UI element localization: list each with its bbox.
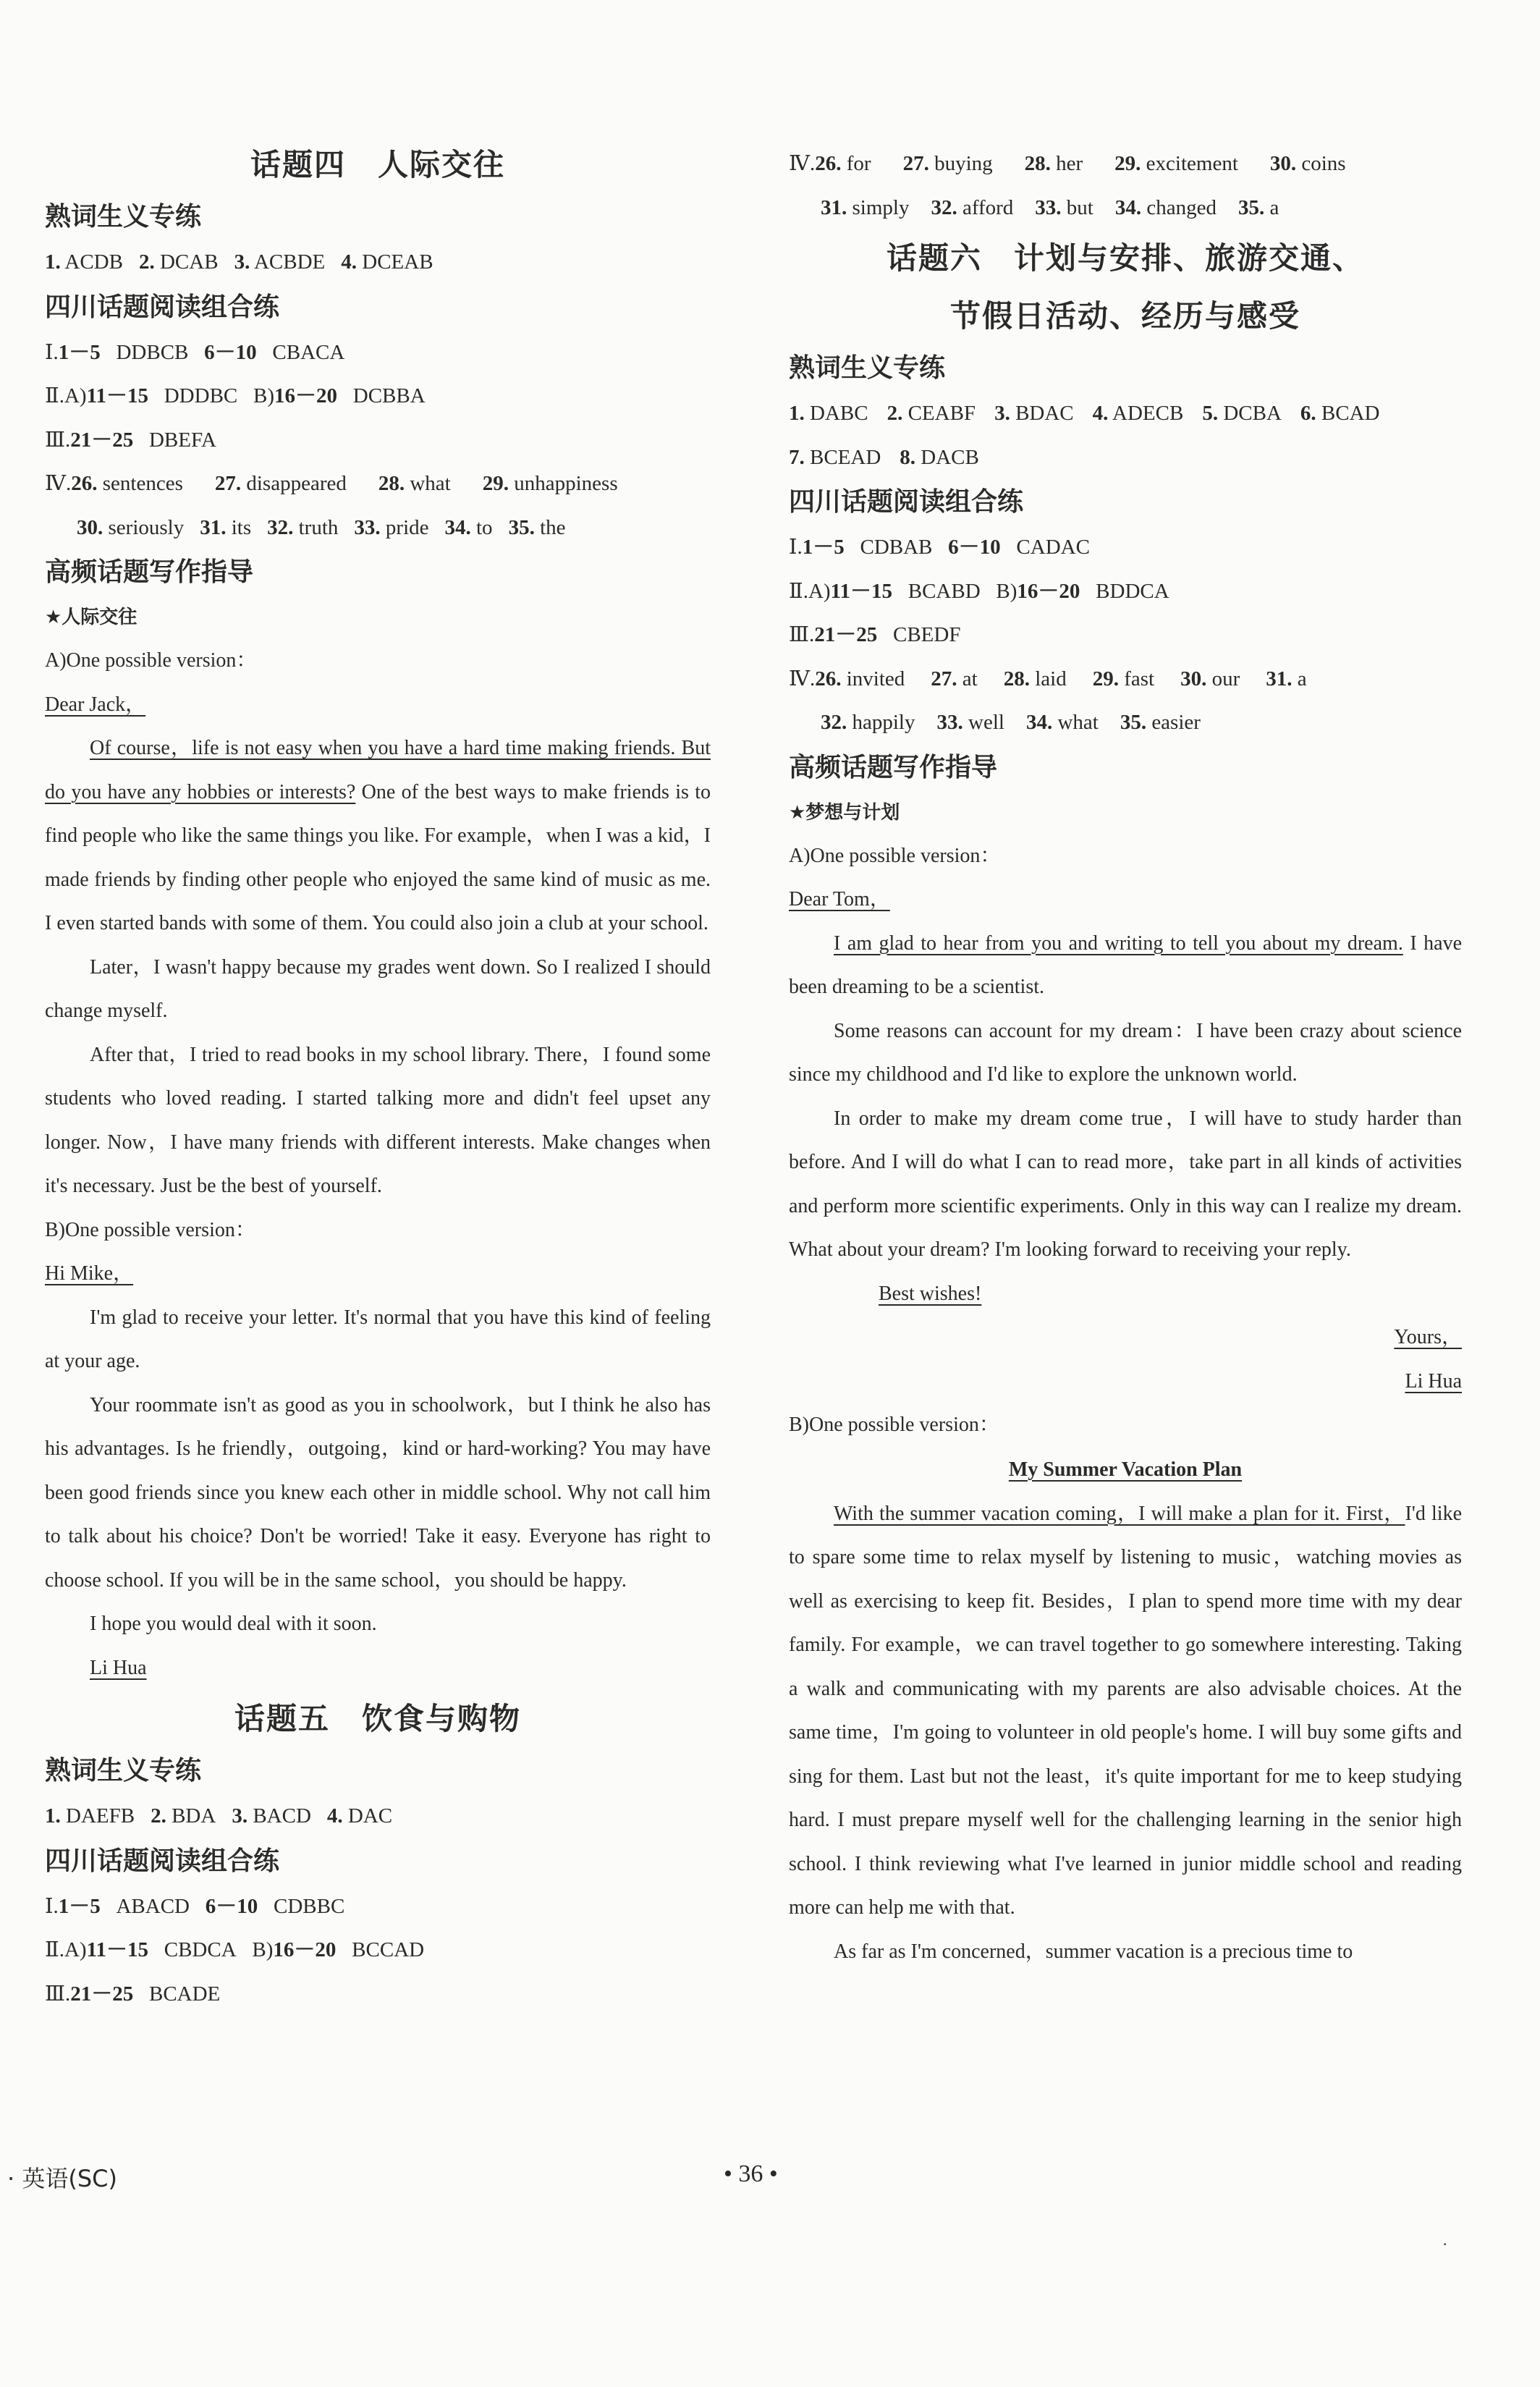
topic4-vocab-heading: 熟词生义专练 (45, 202, 202, 232)
answer-number: 29. (1092, 667, 1119, 690)
topic4-a-paragraph3: After that，I tried to read books in my school library. There，I found some students who loved reading. I started talking more and didn't feel upset any longer. Now，I have many friends with different interests. Make changes when it's necessary. Just be the best of yourself. (45, 1043, 711, 1197)
answer-value: a (1292, 667, 1307, 690)
answer-number: 32. (931, 195, 957, 219)
answer-item (903, 152, 993, 175)
answer-number: 33. (354, 515, 381, 539)
answer-number: 34. (1025, 711, 1053, 734)
topic4-a-paragraph1: Of course，life is not easy when you have a hard time making friends. But do you have any hobbies or interests? One of the best ways to make friends is to find people who like the same things you like. For example，when I was a kid，I made friends by finding other people who enjoyed the same kind of music as me. I even started bands with some of them. You could also join a club at your school. (45, 737, 711, 934)
answer-value: our (1206, 667, 1240, 690)
answer-item (378, 472, 451, 495)
topic5-vocab-answers (45, 1794, 711, 1838)
topic6-a-label: A)One possible version： (789, 844, 1001, 867)
answer-item (1120, 711, 1201, 734)
topic6-star-heading: ★梦想与计划 (789, 801, 900, 824)
answer-item (1300, 402, 1380, 425)
answer-item (1004, 667, 1067, 690)
topic4-reading-row4b (45, 506, 711, 550)
answer-item (232, 1804, 311, 1828)
answer-item (1238, 196, 1279, 219)
answer-number: 26. (71, 472, 98, 495)
topic6-vocab-row1 (789, 392, 1462, 436)
answer-item (445, 516, 493, 539)
topic4-a-label: A)One possible version： (45, 649, 257, 672)
answer-item (215, 472, 347, 495)
answer-item (1270, 152, 1346, 175)
answer-number: 33. (936, 711, 963, 734)
answer-value: BDA (166, 1804, 216, 1828)
topic6-b-label: B)One possible version： (789, 1414, 999, 1436)
topic6-reading-row2: Ⅱ.A)11－15 BCABD B)16－20 BDDCA (789, 579, 1169, 603)
answer-item (354, 516, 428, 539)
answer-value: but (1061, 195, 1093, 219)
answer-value: laid (1029, 667, 1067, 690)
answer-value: BACD (248, 1804, 311, 1828)
answer-number: 28. (1003, 667, 1030, 690)
answer-number: 30. (77, 515, 103, 539)
answer-item (509, 516, 566, 539)
answer-value: buying (928, 152, 993, 175)
answer-item (71, 472, 183, 495)
answer-item (1026, 711, 1099, 734)
answer-number: 30. (1180, 667, 1207, 690)
answer-number: 26. (815, 667, 842, 690)
topic4-b-signature: Li Hua (90, 1656, 147, 1679)
answer-number: 6. (1300, 402, 1316, 425)
answer-value: changed (1141, 195, 1217, 219)
answer-value: ACDB (60, 250, 123, 274)
topic4-reading-heading: 四川话题阅读组合练 (45, 292, 280, 322)
answer-item (77, 516, 184, 539)
topic6-writing-heading: 高频话题写作指导 (789, 752, 998, 782)
answer-value: DAEFB (60, 1804, 135, 1828)
answer-number: 1. (45, 250, 61, 274)
answer-item (1025, 152, 1083, 175)
answer-item (45, 250, 123, 274)
topic6-a-yours: Yours， (1394, 1326, 1462, 1348)
answer-value: DACB (915, 445, 979, 469)
answer-value: a (1264, 195, 1279, 219)
topic6-title-line1: 话题六 计划与安排、旅游交通、 (886, 240, 1364, 276)
answer-item (1115, 196, 1217, 219)
topic4-reading-row2: Ⅱ.A)11－15 DDDBC B)16－20 DCBBA (45, 384, 426, 407)
topic5-reading-row1: Ⅰ.1－5 ABACD 6－10 CDBBC (45, 1894, 345, 1918)
answer-value: the (534, 515, 566, 539)
answer-number: 31. (200, 515, 227, 539)
answer-number: 28. (378, 472, 405, 495)
answer-item (789, 446, 881, 469)
topic6-b-paragraph1: With the summer vacation coming，I will make a plan for it. First，I'd like to spare some time to relax myself by listening to music，watching movies as well as exercising to keep fit. Besides，I plan to spend more time with my dear family. For example，we can travel together to go somewhere interesting. Taking a walk and communicating with my parents are also advisable choices. At the same time，I'm going to volunteer in old people's home. I will buy some gifts and sing for them. Last but not the least，it's quite important for me to keep studying hard. I must prepare myself well for the challenging learning in the senior high school. I think reviewing what I've learned in junior middle school and reading more can help me with that. (789, 1502, 1462, 1919)
topic5-reading-row4a: Ⅳ.26. for 27. buying 28. her 29. excitement 30. coins (789, 152, 1346, 175)
answer-item (815, 152, 871, 175)
topic4-reading-row4a: Ⅳ.26. sentences 27. disappeared 28. what 29. unhappiness (45, 472, 618, 495)
answer-value: DABC (804, 402, 868, 425)
answer-value: well (962, 711, 1004, 734)
answer-value: at (957, 667, 978, 690)
topic6-vocab-heading: 熟词生义专练 (789, 353, 946, 383)
answer-item (931, 196, 1013, 219)
topic5-reading-heading: 四川话题阅读组合练 (45, 1846, 280, 1876)
answer-value: to (470, 515, 493, 539)
topic6-a-greeting: Dear Tom， (789, 888, 890, 911)
answer-number: 1. (45, 1804, 61, 1828)
topic6-b-paragraph2: As far as I'm concerned，summer vacation is a precious time to (834, 1940, 1353, 1963)
answer-number: 35. (1238, 195, 1265, 219)
answer-number: 2. (887, 402, 903, 425)
answer-value: happily (847, 711, 915, 734)
answer-number: 27. (214, 472, 242, 495)
answer-item (1114, 152, 1238, 175)
topic6-a-signature: Li Hua (1405, 1369, 1462, 1393)
answer-value: DAC (342, 1804, 393, 1828)
answer-item (994, 402, 1074, 425)
answer-number: 34. (444, 515, 471, 539)
answer-value: fast (1118, 667, 1155, 690)
answer-number: 27. (902, 152, 929, 175)
answer-number: 2. (138, 250, 155, 274)
answer-number: 3. (232, 1804, 248, 1828)
answer-number: 32. (821, 711, 847, 734)
answer-number: 3. (234, 250, 250, 274)
topic4-vocab-answers (45, 240, 711, 284)
answer-item (1266, 667, 1306, 690)
topic5-reading-row3: Ⅲ.21－25 BCADE (45, 1982, 221, 2006)
answer-item (1093, 667, 1154, 690)
topic5-title: 话题五 饮食与购物 (234, 1701, 521, 1736)
topic4-star-heading: ★人际交往 (45, 607, 138, 628)
page-number: • 36 • (724, 2160, 778, 2187)
topic5-reading-row4b (789, 186, 1462, 230)
topic6-reading-row4b (789, 701, 1462, 745)
answer-item (931, 667, 977, 690)
answer-value: CEABF (902, 402, 976, 425)
answer-number: 31. (1266, 667, 1292, 690)
answer-value: BCAD (1316, 402, 1380, 425)
answer-value: its (226, 515, 252, 539)
answer-value: BDAC (1010, 402, 1074, 425)
answer-value: DCAB (154, 250, 219, 274)
topic6-reading-row4a: Ⅳ.26. invited 27. at 28. laid 29. fast 30. our 31. a (789, 667, 1307, 690)
answer-item (139, 250, 219, 274)
topic5-vocab-heading: 熟词生义专练 (45, 1756, 202, 1786)
answer-item (483, 472, 618, 495)
answer-item (234, 250, 326, 274)
answer-value: seriously (103, 515, 185, 539)
topic4-reading-row3: Ⅲ.21－25 DBEFA (45, 428, 216, 452)
left-column (45, 136, 711, 2016)
answer-number: 35. (1120, 711, 1147, 734)
answer-number: 26. (815, 152, 842, 175)
topic4-a-greeting: Dear Jack， (45, 693, 146, 716)
topic4-writing-heading: 高频话题写作指导 (45, 557, 254, 587)
answer-item (1093, 402, 1184, 425)
topic5-reading-row2: Ⅱ.A)11－15 CBDCA B)16－20 BCCAD (45, 1938, 425, 1961)
answer-number: 32. (267, 515, 294, 539)
answer-number: 1. (789, 402, 805, 425)
subject-label: · 英语(SC) (7, 2165, 117, 2192)
right-column (789, 142, 1462, 1974)
topic6-reading-heading: 四川话题阅读组合练 (789, 487, 1024, 517)
answer-value: her (1050, 152, 1083, 175)
topic6-reading-row3: Ⅲ.21－25 CBEDF (789, 623, 961, 646)
answer-number: 4. (326, 1804, 343, 1828)
answer-value: excitement (1141, 152, 1238, 175)
answer-value: DCEAB (357, 250, 433, 274)
answer-number: 35. (508, 515, 535, 539)
answer-number: 29. (482, 472, 509, 495)
answer-value: disappeared (241, 472, 347, 495)
answer-item (45, 1804, 135, 1828)
answer-number: 34. (1114, 195, 1142, 219)
answer-value: unhappiness (508, 472, 618, 495)
answer-number: 7. (789, 445, 805, 469)
scan-dot: · (1442, 2235, 1448, 2253)
answer-item (200, 516, 251, 539)
answer-value: truth (293, 515, 339, 539)
answer-value: simply (847, 195, 910, 219)
answer-item (900, 446, 979, 469)
answer-item (341, 250, 433, 274)
answer-number: 8. (900, 445, 916, 469)
answer-item (1035, 196, 1093, 219)
answer-item (821, 196, 909, 219)
answer-item (937, 711, 1004, 734)
answer-value: BCEAD (804, 445, 881, 469)
answer-number: 27. (931, 667, 957, 690)
answer-number: 28. (1024, 152, 1051, 175)
answer-number: 33. (1035, 195, 1062, 219)
topic4-b-paragraph1: I'm glad to receive your letter. It's normal that you have this kind of feeling at your age. (45, 1306, 711, 1372)
answer-value: what (1052, 711, 1099, 734)
answer-value: ADECB (1108, 402, 1184, 425)
topic6-a-closing: Best wishes! (879, 1282, 982, 1305)
topic6-reading-row1: Ⅰ.1－5 CDBAB 6－10 CADAC (789, 536, 1090, 559)
topic6-a-paragraph1: I am glad to hear from you and writing to tell you about my dream. I have been dreaming to be a scientist. (789, 931, 1462, 998)
topic4-title: 话题四 人际交往 (250, 147, 505, 182)
answer-number: 31. (821, 195, 847, 219)
answer-value: coins (1296, 152, 1346, 175)
topic4-b-greeting: Hi Mike， (45, 1262, 134, 1285)
answer-item (821, 711, 915, 734)
answer-item (327, 1804, 392, 1828)
answer-item (1202, 402, 1282, 425)
answer-value: afford (957, 195, 1014, 219)
topic4-a-paragraph2: Later，I wasn't happy because my grades went down. So I realized I should change myself. (45, 955, 711, 1022)
answer-item (887, 402, 976, 425)
answer-number: 2. (151, 1804, 166, 1828)
topic6-a-paragraph2: Some reasons can account for my dream：I have been crazy about science since my childhood and I'd like to explore the unknown world. (789, 1019, 1462, 1086)
answer-value: sentences (97, 472, 183, 495)
answer-item (789, 402, 868, 425)
topic4-b-paragraph2: Your roommate isn't as good as you in schoolwork，but I think he also has his advantages. Is he friendly，outgoing，kind or hard-working? You may have been good friends since you knew each other in middle school. Why not call him to talk about his choice? Don't be worried! Take it easy. Everyone has right to choose school. If you will be in the same school，you should be happy. (45, 1393, 711, 1592)
topic4-reading-row1: Ⅰ.1－5 DDBCB 6－10 CBACA (45, 340, 345, 364)
topic6-vocab-row2 (789, 436, 1462, 480)
answer-item (1180, 667, 1240, 690)
answer-value: for (841, 152, 871, 175)
answer-item (815, 667, 905, 690)
answer-number: 4. (341, 250, 357, 274)
answer-number: 29. (1114, 152, 1141, 175)
topic6-b-essay-title: My Summer Vacation Plan (1008, 1458, 1243, 1481)
topic4-b-paragraph3: I hope you would deal with it soon. (90, 1613, 377, 1635)
topic6-a-paragraph3: In order to make my dream come true，I will have to study harder than before. And I will do what I can to read more，take part in all kinds of activities and perform more scientific experiments. Only in this way can I realize my dream. What about your dream? I'm looking forward to receiving your reply. (789, 1107, 1462, 1261)
answer-number: 4. (1092, 402, 1109, 425)
answer-value: invited (841, 667, 905, 690)
answer-value: pride (380, 515, 429, 539)
answer-number: 30. (1269, 152, 1297, 175)
topic4-b-label: B)One possible version： (45, 1218, 255, 1241)
answer-value: DCBA (1218, 402, 1282, 425)
answer-item (267, 516, 338, 539)
answer-number: 3. (994, 402, 1010, 425)
topic6-title-line2: 节假日活动、经历与感受 (949, 298, 1300, 334)
answer-value: ACBDE (250, 250, 326, 274)
answer-value: what (405, 472, 451, 495)
answer-value: easier (1146, 711, 1201, 734)
answer-number: 5. (1202, 402, 1219, 425)
answer-item (151, 1804, 216, 1828)
